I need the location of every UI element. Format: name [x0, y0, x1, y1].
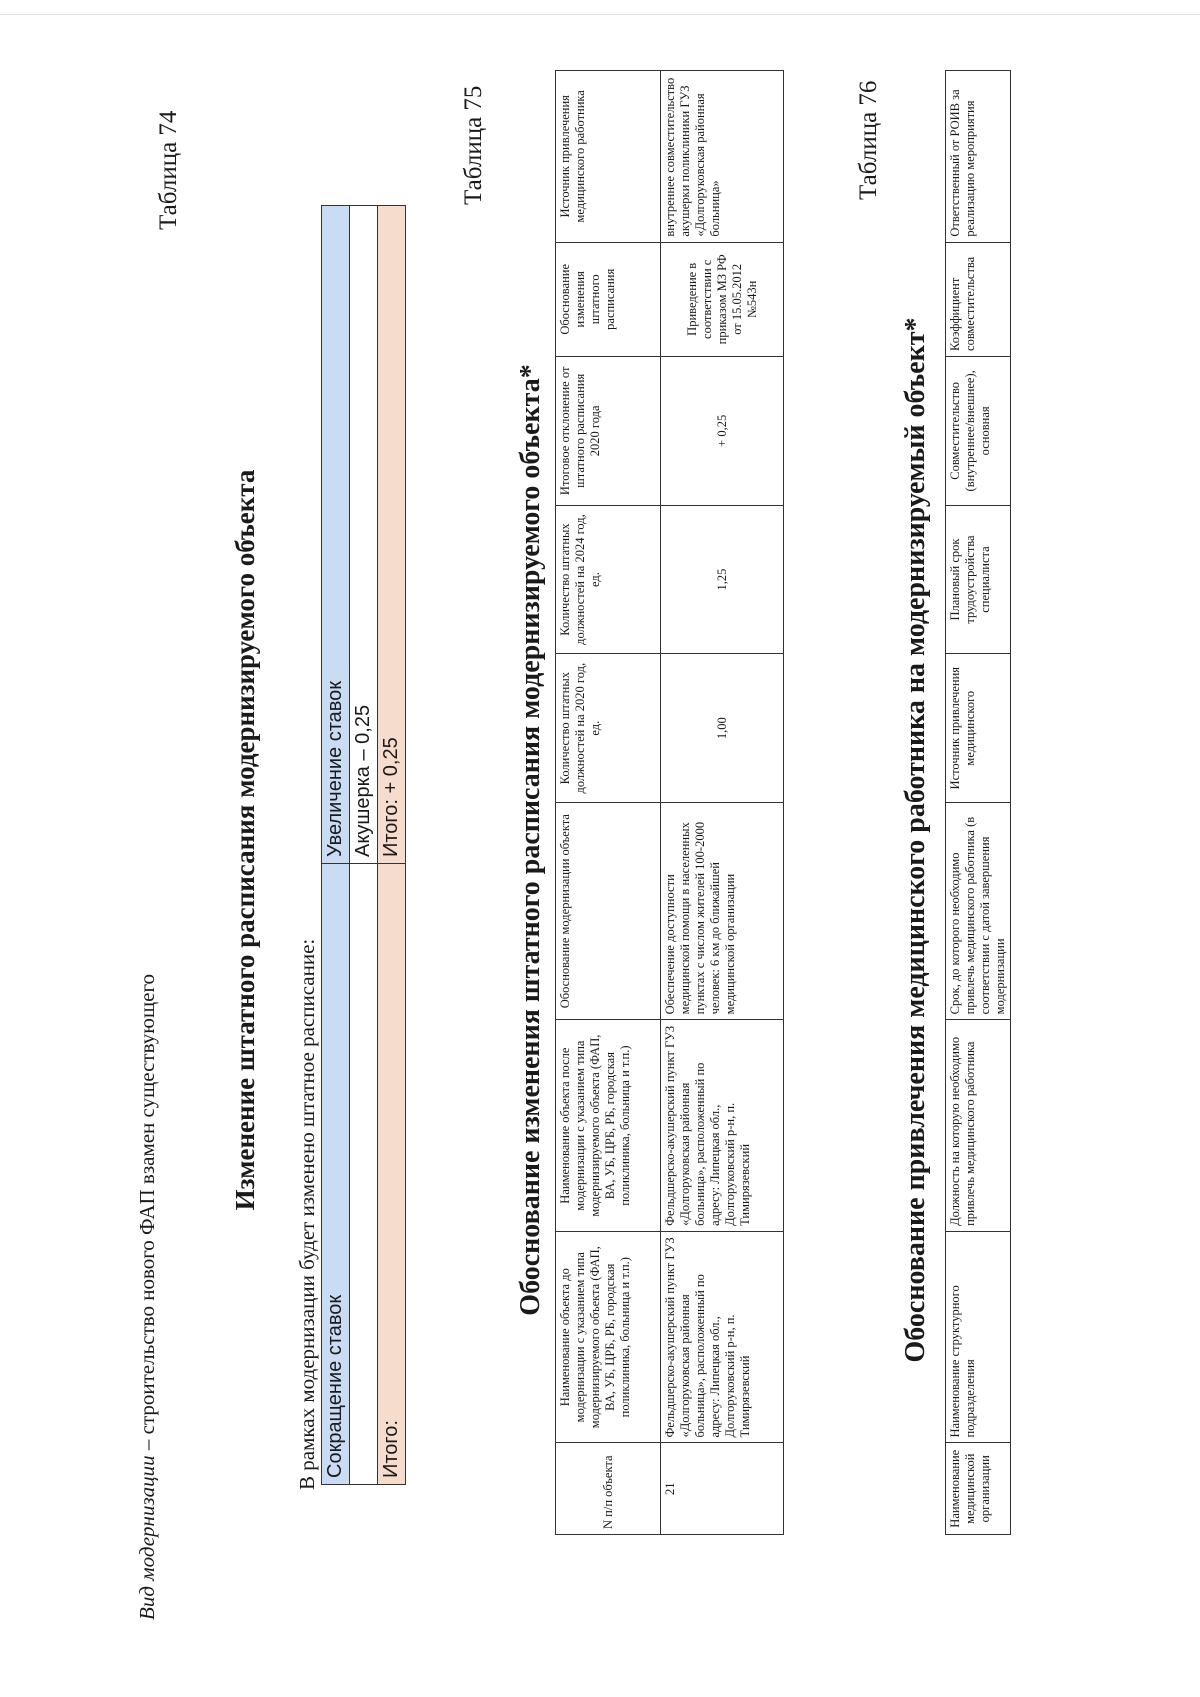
table-row	[350, 206, 378, 1485]
header-cell: Наименование объекта после модернизации с указанием типа модернизируемого объекта (ФАП, ВА, УБ, ЦРБ, РБ, городская поликлиника, больница и т.п.)	[556, 1020, 661, 1232]
modernization-type-value: – строительство нового ФАП взамен существующего	[135, 973, 159, 1456]
modernization-type-label: Вид модернизации	[135, 1455, 159, 1620]
header-cell: Наименование медицинской организации	[946, 1443, 1011, 1535]
table-cell: 21	[661, 1443, 784, 1535]
rotated-page	[95, 40, 1200, 1640]
table-cell: Обеспечение доступности медицинской помощи в населенных пунктах с числом жителей 100-2000 человек: 6 км до ближайшей медицинской организации	[661, 803, 784, 1020]
staff-justification-table	[555, 70, 784, 1535]
header-cell: Срок, до которого необходимо привлечь медицинского работника (в соответствии с датой завершения модернизации	[946, 803, 1011, 1020]
header-cell: Наименование объекта до модернизации с указанием типа модернизируемого объекта (ФАП, ВА, УБ, ЦРБ, РБ, городская поликлиника, больница и т.п.)	[556, 1231, 661, 1443]
table-cell: 1,25	[661, 505, 784, 654]
header-cell: Совместительство (внутреннее/внешнее), основная	[946, 356, 1011, 505]
header-cell: Плановый срок трудоустройства специалиста	[946, 505, 1011, 654]
table-cell: Итого: + 0,25	[378, 206, 406, 864]
table-75-title: Обоснование изменения штатного расписания модернизируемого объекта*	[515, 364, 546, 1316]
header-cell: Количество штатных должностей на 2024 год, ед.	[556, 505, 661, 654]
header-cell: Итоговое отклонение от штатного расписания 2020 года	[556, 356, 661, 505]
table-row	[322, 206, 350, 1485]
header-cell: Коэффициент совместительства	[946, 242, 1011, 356]
staff-change-table	[321, 205, 406, 1485]
header-cell: Наименование структурного подразделения	[946, 1231, 1011, 1443]
table-cell: Фельдшерско-акушерский пункт ГУЗ «Долгоруковская районная больница», расположенный по адресу: Липецкая обл., Долгоруковский р-н, п. Тимирязевский	[661, 1020, 784, 1232]
table-cell: Увеличение ставок	[322, 206, 350, 864]
header-cell: Должность на которую необходимо привлечь медицинского работника	[946, 1020, 1011, 1232]
table-74-number: Таблица 74	[155, 110, 182, 230]
header-cell: Источник привлечения медицинского работника	[556, 71, 661, 243]
table-cell: Итого:	[378, 864, 406, 1485]
header-cell: Количество штатных должностей на 2020 год, ед.	[556, 654, 661, 803]
table-row	[378, 206, 406, 1485]
table-header-row	[946, 71, 1011, 1535]
table-cell: Фельдшерско-акушерский пункт ГУЗ «Долгоруковская районная больница», расположенный по адресу: Липецкая обл., Долгоруковский р-н, п. Тимирязевский	[661, 1231, 784, 1443]
table-row	[661, 71, 784, 1535]
scan-edge-line	[0, 14, 1200, 15]
table-cell: + 0,25	[661, 356, 784, 505]
table-76-title: Обоснование привлечения медицинского работника на модернизируемый объект*	[900, 317, 931, 1363]
table-cell: Приведение в соответствии с приказом МЗ РФ от 15.05.2012 №543н	[661, 242, 784, 356]
modernization-type-line	[135, 974, 160, 1620]
header-cell: Обоснование модернизации объекта	[556, 803, 661, 1020]
table-cell: Акушерка – 0,25	[350, 206, 378, 864]
table-cell: Сокращение ставок	[322, 864, 350, 1485]
table-header-row	[556, 71, 661, 1535]
table-cell: 1,00	[661, 654, 784, 803]
table-74-title: Изменение штатного расписания модернизируемого объекта	[230, 469, 260, 1211]
header-cell: Ответственный от РОИВ за реализацию мероприятия	[946, 71, 1011, 243]
header-cell: N п/п объекта	[556, 1443, 661, 1535]
worker-attraction-table	[945, 70, 1011, 1535]
table-74-intro: В рамках модернизации будет изменено штатное расписание:	[295, 938, 319, 1490]
table-cell	[350, 864, 378, 1485]
table-76-number: Таблица 76	[855, 80, 882, 200]
table-75-number: Таблица 75	[460, 85, 487, 205]
table-cell: внутреннее совместительство акушерки поликлиники ГУЗ «Долгоруковская районная больница»	[661, 71, 784, 243]
header-cell: Обоснование изменения штатного расписания	[556, 242, 661, 356]
header-cell: Источник привлечения медицинского	[946, 654, 1011, 803]
